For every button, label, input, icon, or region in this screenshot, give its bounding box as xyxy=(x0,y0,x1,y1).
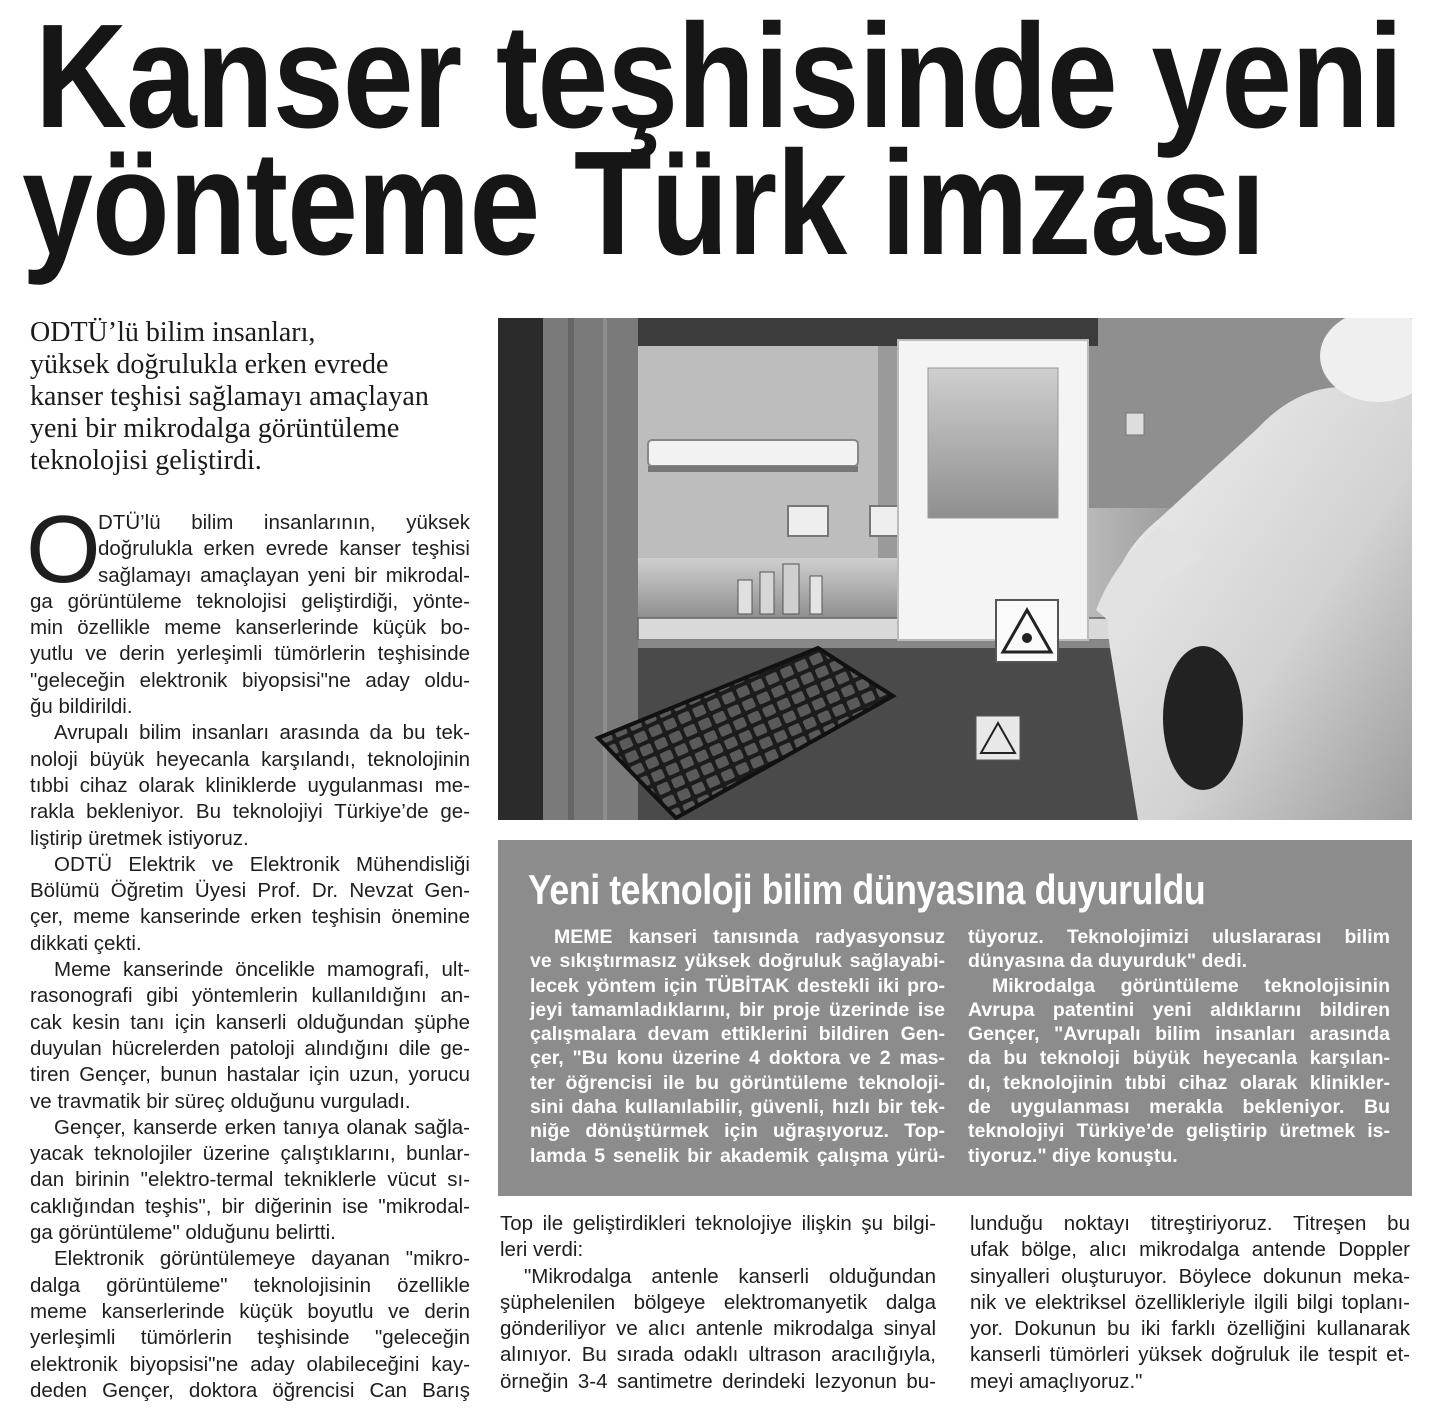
paragraph xyxy=(30,510,470,720)
text-line: "Mikrodalga antenle kanserli olduğundan xyxy=(524,1264,936,1288)
text-line: yerleşimli tümörlerin teşhisinde "geleceğin xyxy=(30,1326,470,1350)
text-line: yutlu ve derin yerleşimli tümörlerin teşhisinde xyxy=(30,642,470,666)
text-line: deden Gençer, doktora öğrencisi Can Barış xyxy=(30,1378,470,1402)
paragraph xyxy=(500,1264,936,1395)
paragraph xyxy=(968,925,1390,974)
text-line: meyi amaçlıyoruz." xyxy=(970,1369,1143,1393)
text-line: dünyasına da duyurduk" dedi. xyxy=(968,950,1248,973)
text-line: MEME kanseri tanısında radyasyonsuz xyxy=(554,926,945,948)
text-line: rasonografi gibi yöntemlerin kullanıldığını an- xyxy=(30,984,470,1008)
text-line: ğu bildirildi. xyxy=(30,695,133,719)
text-line: çalışmalara devam ettiklerini bildiren Gen- xyxy=(530,1023,945,1046)
text-line: dalga görüntüleme" teknolojisinin özellikle xyxy=(30,1273,470,1297)
text-line: ufak bölge, alıcı mikrodalga antende Doppler xyxy=(970,1238,1410,1262)
text-line: rakla bekleniyor. Bu teknolojiyi Türkiye’de ge- xyxy=(30,800,470,824)
text-line: alınıyor. Bu sırada odaklı ultrason aracılığıyla, xyxy=(500,1343,936,1367)
text-line: meme kanserlerinde küçük boyutlu ve derin xyxy=(30,1299,470,1323)
paragraph xyxy=(30,1115,470,1246)
text-line: Mikrodalga görüntüleme teknolojisinin xyxy=(992,974,1390,997)
paragraph xyxy=(30,720,470,851)
sidebar-title: Yeni teknoloji bilim dünyasına duyuruldu xyxy=(528,866,1206,913)
text-line: Avrupa patentini yeni aldıklarını bildiren xyxy=(968,998,1390,1021)
text-line: elektronik biyopsisi"ne aday olabileceğini kay- xyxy=(30,1352,470,1376)
bottom-column-1 xyxy=(500,1211,936,1395)
text-line: dı, teknolojinin tıbbi cihaz olarak klinikler- xyxy=(968,1071,1390,1094)
text-line: tüyoruz. Teknolojimizi uluslararası bilim xyxy=(968,926,1390,948)
text-line: de uygulanması merakla bekleniyor. Bu xyxy=(968,1096,1390,1119)
text-line: niğe dönüştürmek için uğraşıyoruz. Top- xyxy=(530,1120,945,1143)
text-line: da bu teknoloji büyük heyecanla karşılan- xyxy=(968,1047,1390,1070)
text-line: örneğin 3-4 santimetre derindeki lezyonun bu- xyxy=(500,1369,936,1393)
sidebar-column-2 xyxy=(968,925,1390,1168)
deck-line: yüksek doğrulukla erken evrede xyxy=(30,349,389,380)
text-line: Gençer, "Avrupalı bilim insanları arasında xyxy=(968,1023,1390,1046)
text-line: Avrupalı bilim insanları arasında da bu tek- xyxy=(54,721,470,745)
paragraph xyxy=(530,925,945,1168)
text-line: liştirip üretmek istiyoruz. xyxy=(30,826,249,850)
text-line: dikkati çekti. xyxy=(30,931,142,955)
text-line: gönderiliyor ve alıcı antenle mikrodalga sinyal xyxy=(500,1317,936,1341)
text-line: sağlamayı amaçlayan yeni bir mikrodal- xyxy=(98,563,470,587)
text-line: yor. Dokunun bu iki farklı özelliğini kullanarak xyxy=(970,1317,1410,1341)
text-line: ve travmatik bir süreç olduğunu vurguladı. xyxy=(30,1089,411,1113)
text-line: ga görüntüleme teknolojisi geliştirdiği, yönte- xyxy=(30,589,470,613)
text-line: Bölümü Öğretim Üyesi Prof. Dr. Nevzat Gen- xyxy=(30,879,470,903)
paragraph xyxy=(500,1211,936,1264)
text-line: çer, "Bu konu üzerine 4 doktora ve 2 mas- xyxy=(530,1047,945,1070)
text-line: çer, meme kanserinde erken teşhisin önemine xyxy=(30,905,470,929)
text-line: cak kesin tanı için kanserli olduğundan şüphe xyxy=(30,1010,470,1034)
text-line: Gençer, kanserde erken tanıya olanak sağla- xyxy=(54,1115,470,1139)
headline-line-1: Kanser teşhisinde yeni xyxy=(35,0,1403,159)
paragraph xyxy=(30,852,470,957)
text-line: Meme kanserinde öncelikle mamografi, ult- xyxy=(54,958,470,982)
text-line: caklığından teşhis", bir diğerinin ise "mikrodal- xyxy=(30,1194,470,1218)
headline-line-2: yönteme Türk imzası xyxy=(22,121,1265,286)
text-line: ODTÜ Elektrik ve Elektronik Mühendisliği xyxy=(54,852,470,876)
deck-line: teknolojisi geliştirdi. xyxy=(30,445,262,476)
deck-line: ODTÜ’lü bilim insanları, xyxy=(30,317,316,348)
text-line: leri verdi: xyxy=(500,1238,584,1262)
article-deck xyxy=(30,317,470,477)
bottom-column-2 xyxy=(970,1211,1410,1395)
paragraph xyxy=(30,1246,470,1404)
text-line: teknolojiyi Türkiye’de geliştirip üretmek is- xyxy=(968,1120,1390,1143)
sidebar-column-1 xyxy=(530,925,945,1168)
text-line: sini daha kullanılabilir, güvenli, hızlı bir tek- xyxy=(530,1096,945,1119)
text-line: Elektronik görüntülemeye dayanan "mikro- xyxy=(54,1247,470,1271)
text-line: doğrulukla erken evrede kanser teşhisi xyxy=(98,537,470,561)
text-line: tiren Gençer, bunun hastalar için uzun, yorucu xyxy=(30,1063,470,1087)
text-line: nik ve elektriksel özellikleriyle ilgili bilgi toplanı- xyxy=(970,1290,1410,1314)
text-line: DTÜ’lü bilim insanlarının, yüksek xyxy=(98,511,470,534)
text-line: "geleceğin elektronik biyopsisi"ne aday oldu- xyxy=(30,668,470,692)
text-line: ter öğrencisi ile bu görüntüleme teknoloji- xyxy=(530,1071,945,1094)
paragraph xyxy=(968,974,1390,1168)
text-line: dan birinin "elektro-termal tekniklerle vücut sı- xyxy=(30,1168,470,1192)
text-line: lecek yöntem için TÜBİTAK destekli iki pro- xyxy=(530,974,945,997)
text-line: noloji büyük heyecanla karşılandı, teknolojinin xyxy=(30,747,470,771)
deck-line: kanser teşhisi sağlamayı amaçlayan xyxy=(30,381,429,412)
text-line: lamda 5 senelik bir akademik çalışma yürü- xyxy=(530,1144,945,1167)
paragraph xyxy=(30,957,470,1115)
text-line: ve sıkıştırmasız yüksek doğruluk sağlayabi- xyxy=(530,950,945,973)
text-line: kanserli tümörleri yüksek doğruluk ile tespit et- xyxy=(970,1343,1410,1367)
text-line: duyulan hücrelerden patoloji alındığını dile ge- xyxy=(30,1036,470,1060)
text-line: lunduğu noktayı titreştiriyoruz. Titreşen bu xyxy=(970,1212,1410,1235)
text-line: ga görüntüleme" olduğunu belirtti. xyxy=(30,1221,336,1245)
text-line: Top ile geliştirdikleri teknolojiye ilişkin şu bilgi- xyxy=(500,1212,936,1235)
text-line: yacak teknolojiler üzerine çalıştıklarını, bunlar- xyxy=(30,1142,470,1166)
left-article-column xyxy=(30,510,470,1404)
paragraph xyxy=(970,1211,1410,1395)
deck-line: yeni bir mikrodalga görüntüleme xyxy=(30,413,400,444)
drop-cap: O xyxy=(26,496,101,603)
lab-photo xyxy=(498,318,1412,820)
text-line: tıbbi cihaz olarak kliniklerde uygulanması me- xyxy=(30,773,470,797)
text-line: min özellikle meme kanserlerinde küçük bo- xyxy=(30,616,470,640)
text-line: jeyi tamamladıklarını, bir proje üzerinde ise xyxy=(530,998,945,1021)
text-line: şüphelenilen bölgeye elektromanyetik dalga xyxy=(500,1290,936,1314)
text-line: sinyalleri oluşturuyor. Böylece dokunun meka- xyxy=(970,1264,1410,1288)
sidebar-box xyxy=(498,840,1412,1196)
text-line: tiyoruz." diye konuştu. xyxy=(968,1144,1178,1167)
